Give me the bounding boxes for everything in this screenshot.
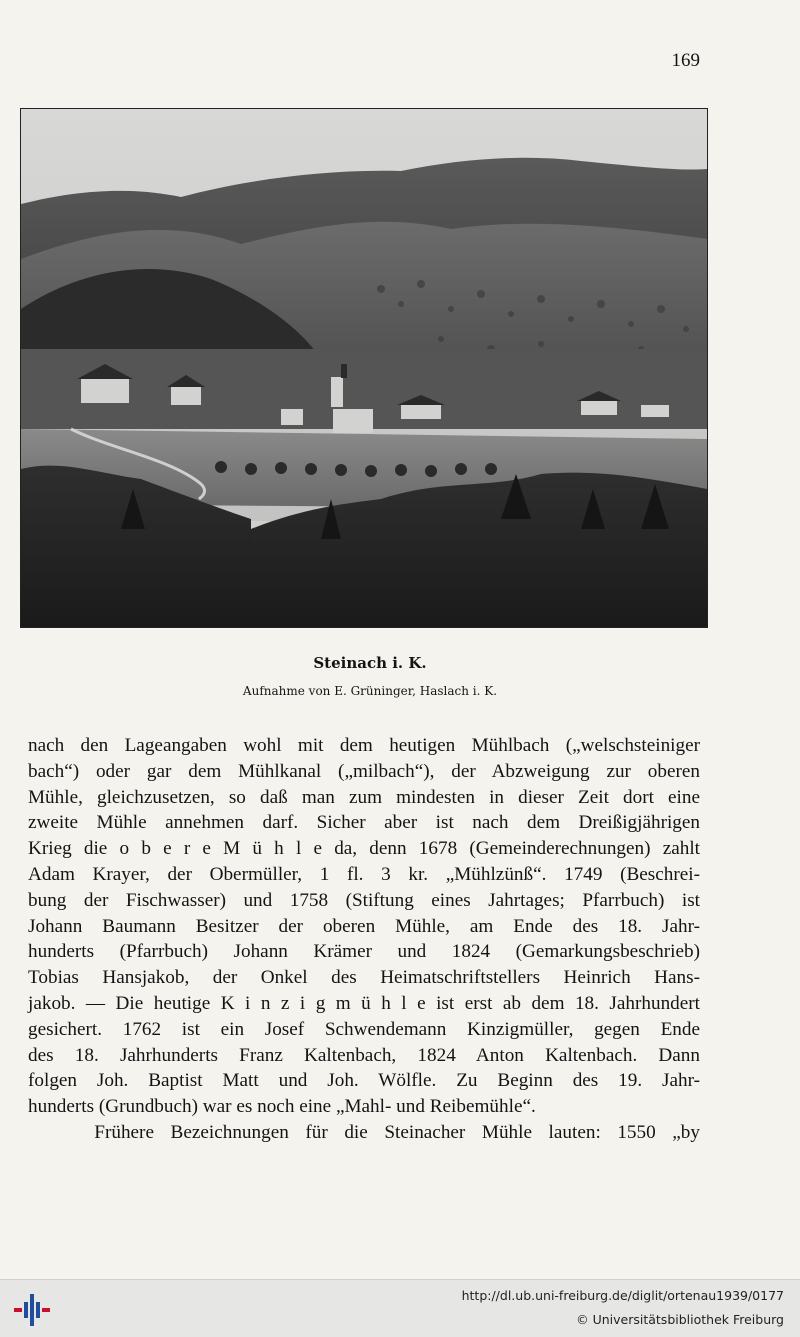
text-line: zweite Mühle annehmen darf. Sicher aber ist nach dem Dreißigjährigen <box>28 812 700 834</box>
text-line: folgen Joh. Baptist Matt und Joh. Wölfle. Zu Beginn des 19. Jahr- <box>28 1070 700 1092</box>
footer-bar <box>0 1279 800 1337</box>
text-line: Mühle, gleichzusetzen, so daß man zum mindesten in dieser Zeit dort eine <box>28 786 700 808</box>
ub-freiburg-logo-icon <box>10 1288 54 1332</box>
text-line: hunderts (Grundbuch) war es noch eine „Mahl- und Reibemühle“. <box>28 1096 536 1118</box>
landscape-photo <box>20 108 708 628</box>
source-url-link[interactable]: http://dl.ub.uni-freiburg.de/diglit/ortenau1939/0177 <box>461 1288 784 1303</box>
village-landscape-illustration <box>21 109 707 627</box>
copyright-notice: © Universitätsbibliothek Freiburg <box>576 1312 784 1327</box>
text-line: bung der Fischwasser) und 1758 (Stiftung eines Jahrtages; Pfarrbuch) ist <box>28 889 700 911</box>
text-line: gesichert. 1762 ist ein Josef Schwendemann Kinzigmüller, gegen Ende <box>28 1018 700 1040</box>
text-line: Krieg die o b e r e M ü h l e da, denn 1678 (Gemeinderechnungen) zahlt <box>28 838 700 860</box>
text-line: Adam Krayer, der Obermüller, 1 fl. 3 kr. „Mühlzünß“. 1749 (Beschrei- <box>28 863 700 885</box>
text-line: hunderts (Pfarrbuch) Johann Krämer und 1824 (Gemarkungsbeschrieb) <box>28 941 700 963</box>
page-number: 169 <box>671 50 700 71</box>
text-line: nach den Lageangaben wohl mit dem heutigen Mühlbach („welschsteiniger <box>28 735 700 756</box>
body-text <box>28 733 700 1146</box>
text-line: Tobias Hansjakob, der Onkel des Heimatschriftstellers Heinrich Hans- <box>28 967 700 989</box>
text-line: jakob. — Die heutige K i n z i g m ü h l e ist erst ab dem 18. Jahrhundert <box>28 992 700 1014</box>
figure-caption-title: Steinach i. K. <box>313 654 427 672</box>
text-line: des 18. Jahrhunderts Franz Kaltenbach, 1824 Anton Kaltenbach. Dann <box>28 1044 700 1066</box>
text-line: bach“) oder gar dem Mühlkanal („milbach“), der Abzweigung zur oberen <box>28 760 700 782</box>
figure-caption-credit: Aufnahme von E. Grüninger, Haslach i. K. <box>242 684 498 698</box>
text-line: Johann Baumann Besitzer der oberen Mühle, am Ende des 18. Jahr- <box>28 915 700 937</box>
text-line: Frühere Bezeichnungen für die Steinacher Mühle lauten: 1550 „by <box>28 1121 700 1143</box>
